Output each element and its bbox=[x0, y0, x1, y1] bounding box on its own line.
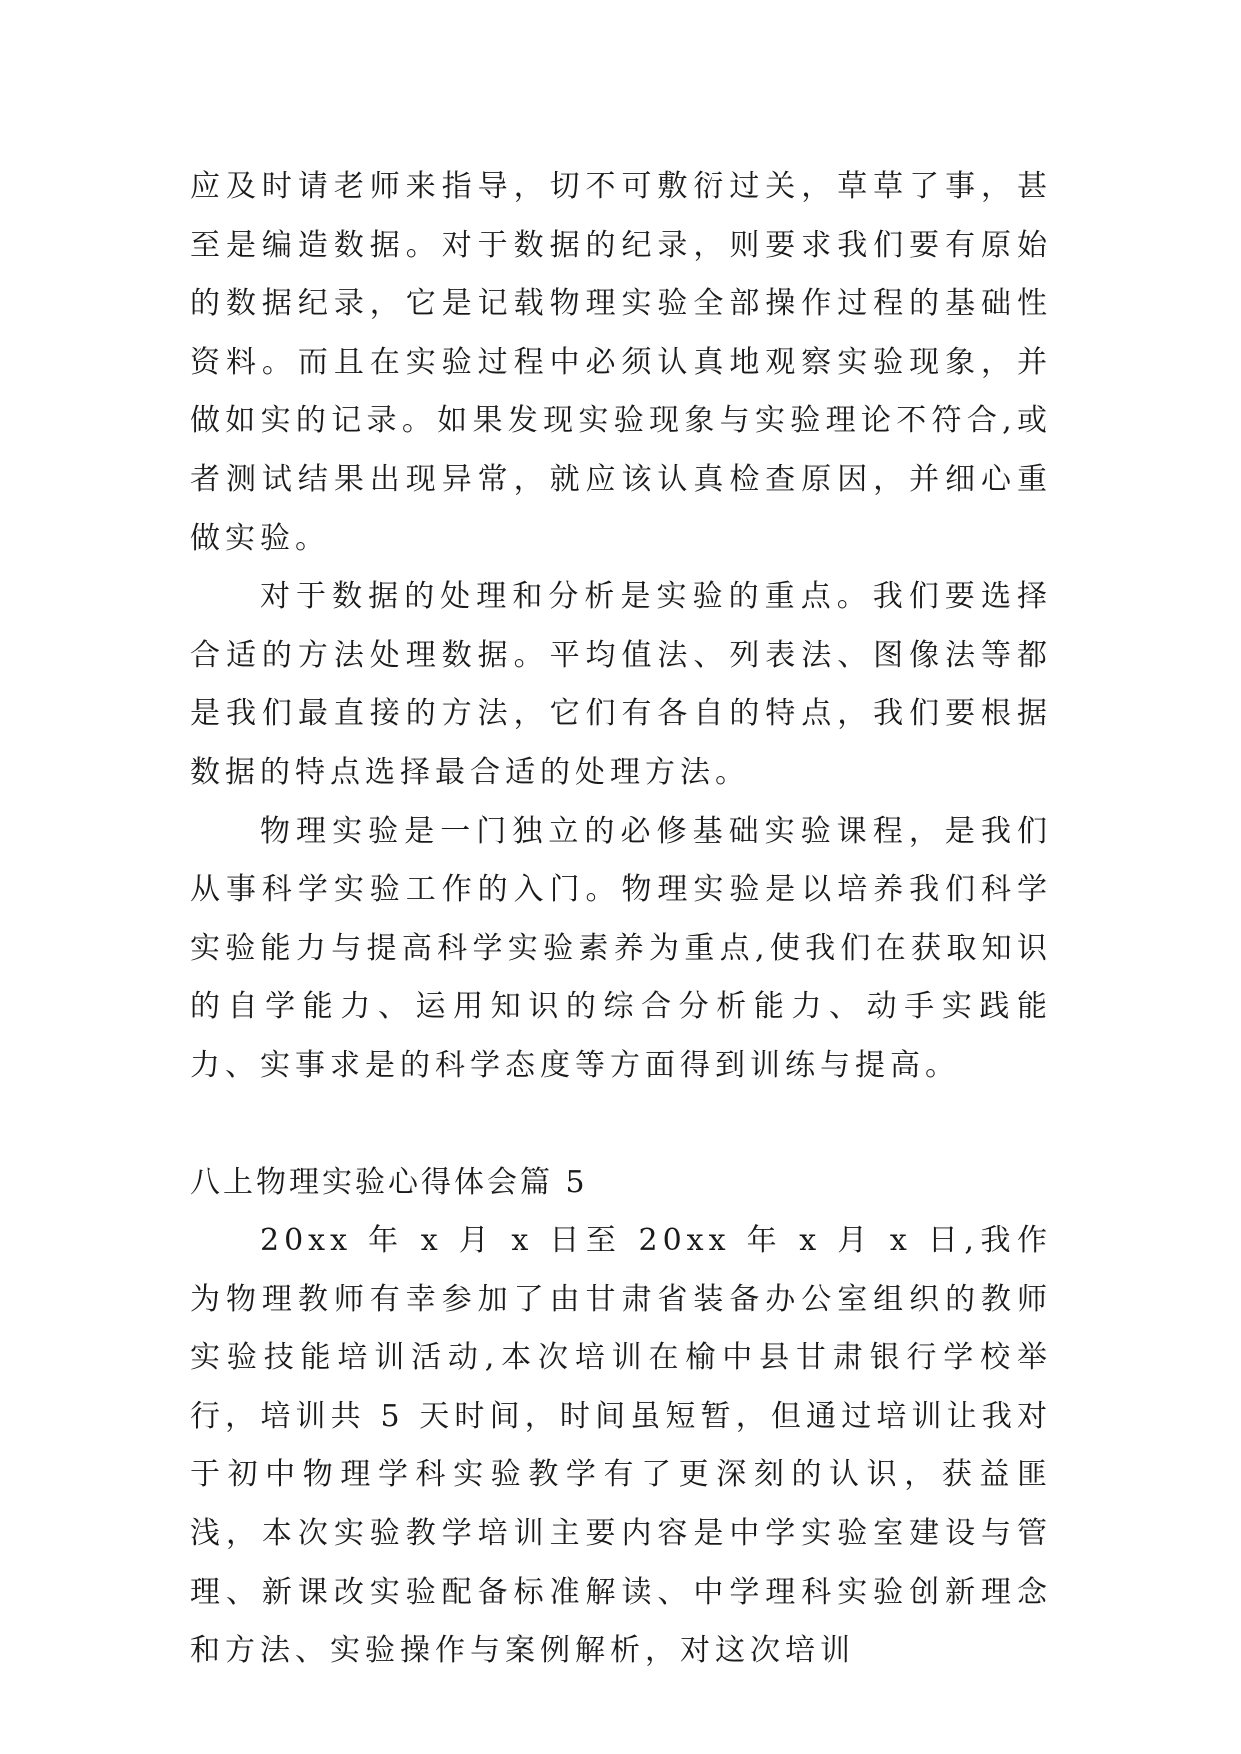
section-heading: 八上物理实验心得体会篇 5 bbox=[190, 1164, 588, 1200]
paragraph-1: 应及时请老师来指导，切不可敷衍过关，草草了事，甚至是编造数据。对于数据的纪录，则要求我们要有原始的数据纪录，它是记载物理实验全部操作过程的基础性资料。而且在实验过程中必须认真地观察实验现象，并做如实的记录。如果发现实验现象与实验理论不符合,或者测试结果出现异常，就应该认真检查原因，并细心重做实验。 bbox=[190, 169, 1052, 556]
paragraph-2: 对于数据的处理和分析是实验的重点。我们要选择合适的方法处理数据。平均值法、列表法、图像法等都是我们最直接的方法，它们有各自的特点，我们要根据数据的特点选择最合适的处理方法。 bbox=[190, 579, 1052, 790]
section-spacer bbox=[190, 1096, 1052, 1154]
paragraph-3: 物理实验是一门独立的必修基础实验课程，是我们从事科学实验工作的入门。物理实验是以培养我们科学实验能力与提高科学实验素养为重点,使我们在获取知识的自学能力、运用知识的综合分析能力、动手实践能力、实事求是的科学态度等方面得到训练与提高。 bbox=[190, 813, 1052, 1083]
paragraph-4: 20xx 年 x 月 x 日至 20xx 年 x 月 x 日,我作为物理教师有幸参加了由甘肃省装备办公室组织的教师实验技能培训活动,本次培训在榆中县甘肃银行学校举行，培训共 5 天时间，时间虽短暂，但通过培训让我对于初中物理学科实验教学有了更深刻的认识，获益匪浅，本次实验教学培训主要内容是中学实验室建设与管理、新课改实验配备标准解读、中学理科实验创新理念和方法、实验操作与案例解析，对这次培训 bbox=[190, 1223, 1052, 1669]
document-body bbox=[190, 158, 1052, 1681]
